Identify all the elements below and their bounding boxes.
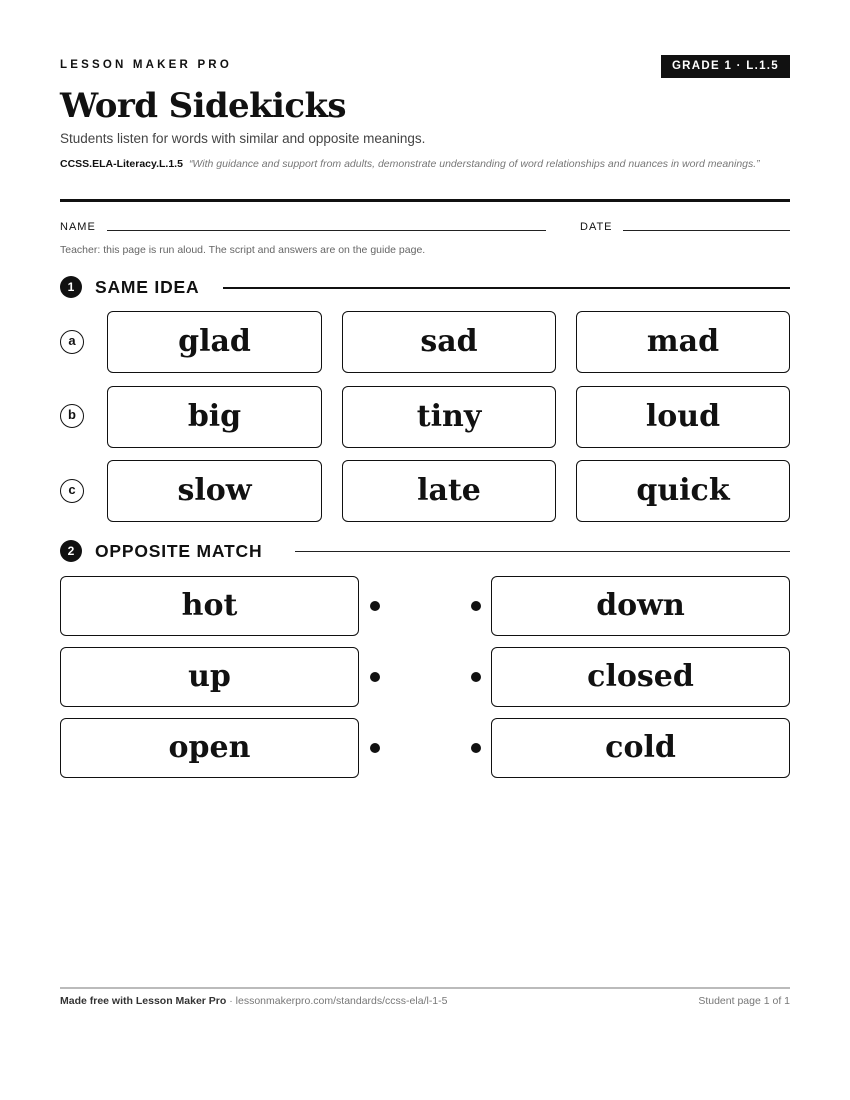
left-word-card[interactable]: open [60, 718, 359, 778]
grade-badge: GRADE 1 · L.1.5 [661, 55, 790, 78]
section-rule [223, 287, 790, 289]
left-match-dot[interactable] [370, 743, 380, 753]
teacher-note: Teacher: this page is run aloud. The script and answers are on the guide page. [60, 244, 426, 256]
section-opposite-match-header [60, 540, 790, 564]
right-match-dot[interactable] [471, 601, 481, 611]
section-number-badge: 2 [60, 540, 82, 562]
footer-url-link[interactable]: lessonmakerpro.com/standards/ccss-ela/l-1-5 [235, 995, 448, 1007]
standard-description [60, 156, 780, 172]
word-card[interactable]: sad [342, 311, 556, 373]
left-match-dot[interactable] [370, 601, 380, 611]
word-card[interactable]: quick [576, 460, 790, 522]
section-rule [295, 551, 790, 552]
footer-divider [60, 987, 790, 989]
word-card[interactable]: glad [107, 311, 322, 373]
footer-separator: · [226, 995, 236, 1007]
row-letter-c: c [60, 479, 84, 503]
section-title: SAME IDEA [95, 277, 200, 297]
date-label: DATE [580, 221, 613, 233]
header-divider [60, 199, 790, 202]
footer-credit: Made free with Lesson Maker Pro [60, 995, 227, 1007]
right-word-card[interactable]: down [491, 576, 790, 636]
word-card[interactable]: tiny [342, 386, 556, 448]
row-letter-b: b [60, 404, 84, 428]
right-word-card[interactable]: closed [491, 647, 790, 707]
word-card[interactable]: slow [107, 460, 322, 522]
row-letter-a: a [60, 330, 84, 354]
section-same-idea-header [60, 276, 790, 300]
section-number-badge: 1 [60, 276, 82, 298]
date-write-line[interactable] [623, 230, 790, 231]
left-word-card[interactable]: hot [60, 576, 359, 636]
left-word-card[interactable]: up [60, 647, 359, 707]
name-write-line[interactable] [107, 230, 546, 231]
brand-name: LESSON MAKER PRO [60, 59, 232, 71]
right-match-dot[interactable] [471, 743, 481, 753]
page-title: Word Sidekicks [60, 86, 346, 126]
standard-text: “With guidance and support from adults, demonstrate understanding of word relationships and nuances in word meanings.” [188, 158, 760, 170]
word-card[interactable]: big [107, 386, 322, 448]
word-card[interactable]: loud [576, 386, 790, 448]
name-label: NAME [60, 221, 96, 233]
right-word-card[interactable]: cold [491, 718, 790, 778]
top-bar [60, 58, 790, 80]
left-match-dot[interactable] [370, 672, 380, 682]
section-title: OPPOSITE MATCH [95, 541, 263, 561]
page-count: Student page 1 of 1 [698, 995, 790, 1007]
name-date-row [60, 219, 790, 235]
standard-code: CCSS.ELA-Literacy.L.1.5 [60, 158, 183, 170]
page-subtitle: Students listen for words with similar and opposite meanings. [60, 131, 426, 146]
right-match-dot[interactable] [471, 672, 481, 682]
page-footer [60, 995, 790, 1007]
word-card[interactable]: mad [576, 311, 790, 373]
word-card[interactable]: late [342, 460, 556, 522]
